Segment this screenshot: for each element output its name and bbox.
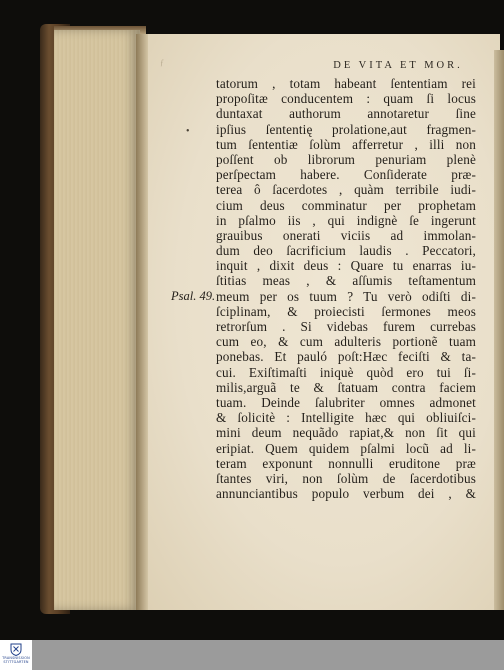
book-page: [148, 34, 500, 610]
text-line: ſtitias meas , & aſſumis teſtamentum: [216, 273, 476, 289]
text-line: cium deus comminatur per prophetam: [216, 197, 476, 213]
text-line: tatorum , totam habeant ſententiam rei: [216, 76, 476, 91]
text-line: perſpectam habere. Conſiderate præ-: [216, 167, 476, 183]
running-title: DE VITA ET MOR.: [333, 60, 463, 71]
text-line: ſtantes viri, non ſolùm de ſacerdotibus: [216, 470, 476, 486]
margin-note-psalm: Psal. 49.: [171, 289, 216, 303]
text-line: meum per os tuum ? Tu verò odiſti di-: [216, 288, 476, 304]
text-line: ponebas. Et pauló poſt:Hæc feciſti & ta-: [216, 349, 476, 365]
text-line: annunciantibus populo verbum dei , &: [216, 486, 476, 502]
text-line: ipſius ſententię prolatione,aut fragmen-: [216, 121, 476, 137]
next-page-edge: [494, 50, 504, 610]
text-line: grauibus onerati viciis ad immolan-: [216, 227, 476, 243]
text-line: inquit , dixit deus : Quare tu enarras iu-: [216, 258, 476, 274]
text-line: in pſalmo iis , qui indignè ſe ingerunt: [216, 212, 476, 228]
logo-text-line1: TRANSNISSION: [2, 656, 30, 660]
logo-text-line2: STITTGARTEN: [3, 660, 29, 664]
viewer-footer-bar: [0, 640, 504, 670]
text-line: dum deo ſacrificium laudis . Peccatori,: [216, 243, 476, 259]
text-line: mini deum nequãdo rapiat,& non ſit qui: [216, 425, 476, 441]
library-emblem-icon: [10, 643, 22, 656]
text-line: propoſitæ conducentem : quam ſi locus: [216, 91, 476, 107]
text-line: cum eo, & cum adulteris portionẽ tuam: [216, 334, 476, 350]
text-line: terea ô ſacerdotes , quàm terribile iudi-: [216, 182, 476, 198]
text-line: milis,arguã te & ſtatuam contra faciem: [216, 379, 476, 395]
book: [40, 22, 504, 620]
margin-symbol: •: [186, 126, 190, 137]
text-line: teram exponunt nonnulli eruditone præ: [216, 455, 476, 471]
page-mark: ƒ: [160, 58, 164, 67]
library-logo[interactable]: [0, 640, 32, 670]
text-line: retrorſum . Si videbas furem currebas: [216, 319, 476, 334]
text-line: & ſolicitè : Intelligite hæc qui obliuiſci-: [216, 410, 476, 426]
text-line: eripiat. Quem quidem pſalmi locũ ad li-: [216, 440, 476, 456]
text-line: tuam. Deinde ſalubriter omnes admonet: [216, 394, 476, 410]
body-text: [216, 76, 476, 501]
text-line: ſciplinam, & proiecisti ſermones meos: [216, 303, 476, 319]
text-line: poſſent ob librorum penuriam plenè: [216, 151, 476, 167]
text-line: tum ſententiæ ſolùm afferretur , illi non: [216, 136, 476, 152]
text-line: cui. Exiſtimaſti iniquè quòd ero tui ſi-: [216, 364, 476, 380]
text-line: duntaxat authorum annotaretur ſine: [216, 106, 476, 122]
page-block-edges: [54, 30, 140, 610]
